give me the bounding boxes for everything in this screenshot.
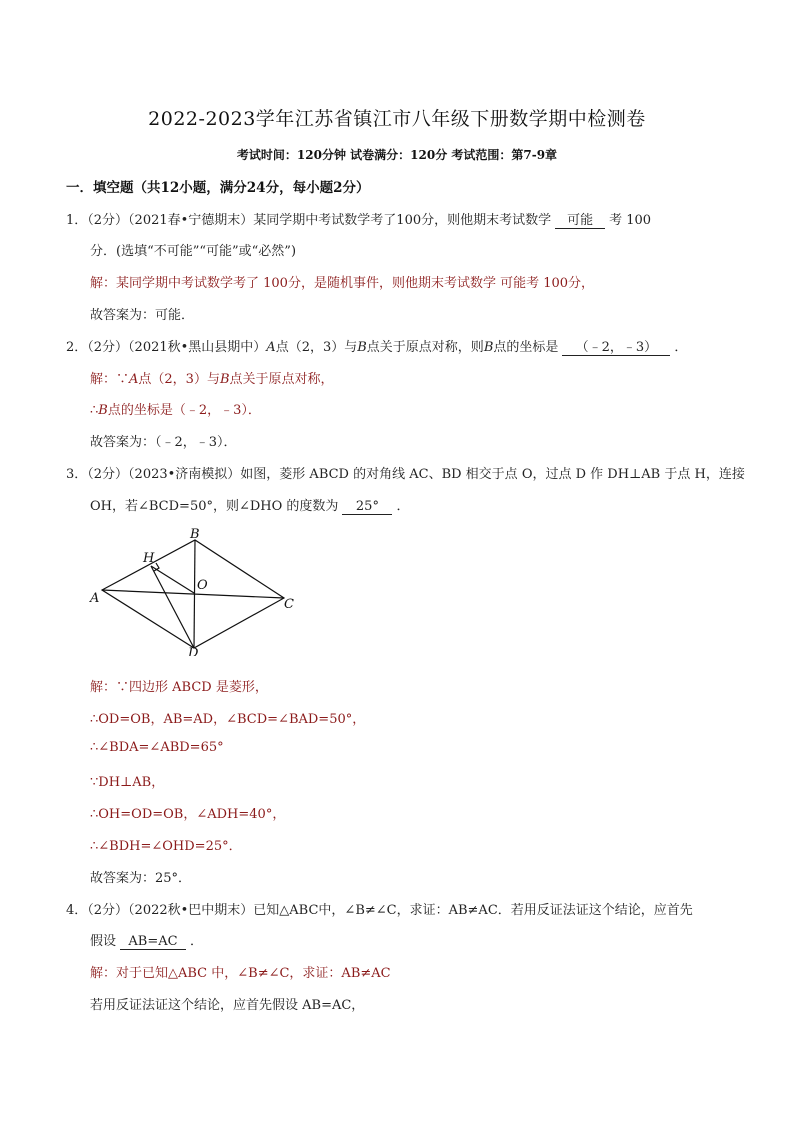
q4-answer-blank: AB=AC — [120, 934, 186, 950]
q3-solution-4: ∵DH⊥AB， — [90, 775, 165, 790]
diagonal-bd — [194, 540, 195, 648]
q3-solution-6: ∴∠BDH=∠OHD=25°． — [90, 839, 242, 854]
section-heading: 一．填空题（共12小题，满分24分，每小题2分） — [66, 180, 370, 196]
q1-answer: 故答案为：可能． — [90, 308, 195, 323]
q1-answer-blank: 可能 — [555, 209, 605, 229]
rhombus-figure — [88, 526, 308, 656]
q2-solution-2: ∴B点的坐标是（﹣2，﹣3）． — [90, 403, 261, 418]
q3-solution-3: ∴∠BDA=∠ABD=65° — [90, 740, 224, 755]
q2-stem: 2．（2分）（2021秋•黑山县期中）A点（2，3）与B点关于原点对称，则B点的坐标是 （﹣2，﹣3） ． — [66, 336, 687, 356]
diagonal-ac — [102, 590, 284, 598]
q4-stem: 4．（2分）（2022秋•巴中期末）已知△ABC中，∠B≠∠C，求证：AB≠AC．若用反证法证这个结论，应首先 — [66, 903, 693, 918]
label-h: H — [143, 551, 155, 566]
q2-solution-1: 解：∵A点（2，3）与B点关于原点对称， — [90, 372, 334, 387]
q4-solution-1: 解：对于已知△ABC 中，∠B≠∠C，求证：AB≠AC — [90, 966, 391, 981]
q1-stem-cont: 分．(选填“不可能”“可能”或“必然”) — [90, 244, 297, 259]
q4-stem-cont: 假设 AB=AC ． — [90, 934, 204, 949]
q2-answer-blank: （﹣2，﹣3） — [562, 336, 670, 356]
label-c: C — [284, 597, 294, 612]
q2-answer: 故答案为：（﹣2，﹣3）． — [90, 435, 237, 450]
right-angle-mark — [154, 563, 159, 571]
label-o: O — [197, 578, 208, 593]
q3-solution-1: 解：∵四边形 ABCD 是菱形， — [90, 680, 268, 695]
exam-info: 考试时间：120分钟 试卷满分：120分 考试范围：第7-9章 — [236, 148, 558, 162]
segment-dh — [151, 566, 194, 648]
q3-stem: 3．（2分）（2023•济南模拟）如图，菱形 ABCD 的对角线 AC、BD 相交于点 O，过点 D 作 DH⊥AB 于点 H，连接 — [66, 467, 745, 482]
q3-solution-2: ∴OD=OB，AB=AD，∠BCD=∠BAD=50°， — [90, 712, 366, 727]
label-a: A — [90, 591, 100, 606]
label-b: B — [190, 527, 200, 542]
page-title: 2022-2023学年江苏省镇江市八年级下册数学期中检测卷 — [148, 108, 646, 130]
q3-solution-5: ∴OH=OD=OB，∠ADH=40°， — [90, 807, 286, 822]
label-d: D — [188, 646, 199, 656]
q1-solution: 解：某同学期中考试数学考了 100分，是随机事件，则他期末考试数学 可能考 100分， — [90, 276, 595, 291]
q4-solution-2: 若用反证法证这个结论，应首先假设 AB=AC， — [90, 998, 365, 1013]
q3-answer-blank: 25° — [342, 499, 392, 515]
q3-answer: 故答案为：25°． — [90, 871, 192, 886]
q3-stem-cont: OH，若∠BCD=50°，则∠DHO 的度数为 25° ． — [90, 499, 410, 514]
q1-stem: 1．（2分）（2021春•宁德期末）某同学期中考试数学考了100分，则他期末考试数学 可能 考 100 — [66, 209, 651, 229]
